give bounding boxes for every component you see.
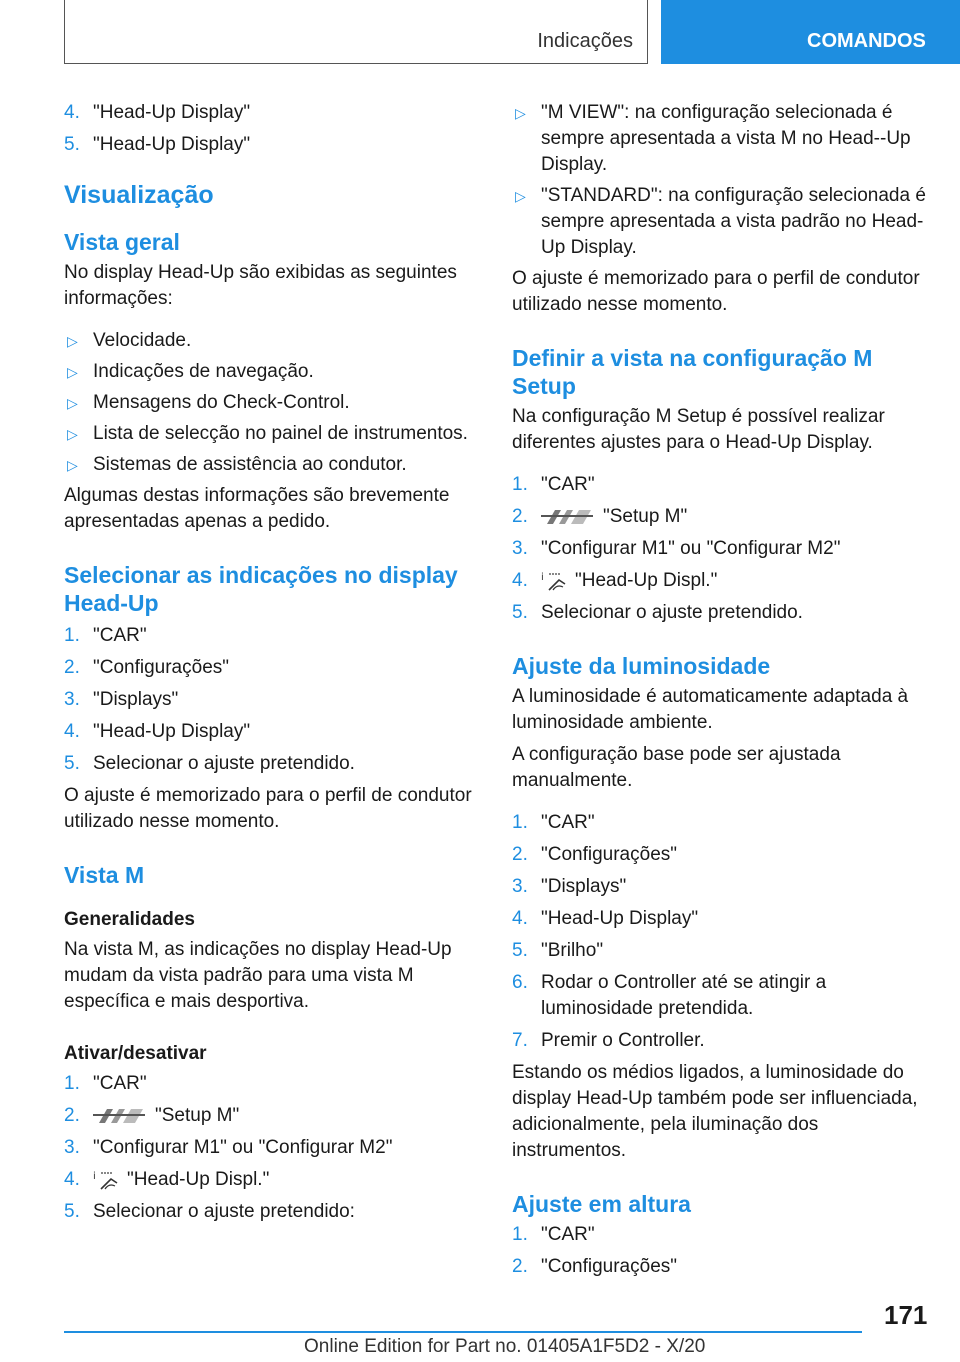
list-item [64,421,482,447]
item-text: "Head-Up Display" [93,102,251,123]
item-number: 4. [512,908,528,929]
paragraph-lum2: A configuração base pode ser ajustada manualmente. [512,744,841,791]
svg-text:i: i [93,1170,96,1182]
triangle-bullet-icon: ▷ [67,333,78,349]
item-text: "Configurações" [541,1256,678,1277]
list-item [64,719,482,745]
item-text: Sistemas de assistência ao condutor. [93,454,407,475]
list-item [512,183,932,261]
item-text: "Configurar M1" ou "Configurar M2" [541,538,841,559]
page-number: 171 [884,1300,928,1330]
item-text: "Setup M" [155,1105,240,1126]
list-item [512,1222,932,1248]
item-text: "Head-Up Display" [541,908,699,929]
triangle-bullet-icon: ▷ [67,364,78,380]
head-up-display-icon [93,1169,119,1191]
item-number: 1. [512,1224,528,1245]
item-text: "Head-Up Display" [93,721,251,742]
list-item [64,452,482,478]
header-section-title: Indicações [537,30,633,52]
paragraph-definir: Na configuração M Setup é possível realizar diferentes ajustes para o Head-Up Display. [512,406,885,453]
list-item [512,1254,932,1280]
list-item [512,1028,932,1054]
item-number: 3. [512,876,528,897]
item-text: Selecionar o ajuste pretendido: [93,1201,355,1222]
item-text: Rodar o Controller até se atingir a luminosidade pretendida. [541,972,827,1019]
item-number: 4. [512,570,528,591]
list-item [64,1199,482,1225]
paragraph-estando: Estando os médios ligados, a luminosidade do display Head-Up também pode ser influenciada, adicionalmente, pela iluminação dos instrumentos. [512,1062,918,1161]
list-item [512,970,932,1022]
item-text: Lista de selecção no painel de instrumentos. [93,423,468,444]
item-text: Mensagens do Check-Control. [93,392,350,413]
list-item [512,810,932,836]
item-number: 2. [64,657,80,678]
list-item [64,1071,482,1097]
list-item [512,536,932,562]
item-number: 2. [512,844,528,865]
item-text: "Head-Up Display" [93,134,251,155]
item-number: 1. [512,474,528,495]
item-number: 1. [64,625,80,646]
svg-text:i: i [541,571,544,583]
triangle-bullet-icon: ▷ [67,426,78,442]
list-item [64,1135,482,1161]
paragraph-lum1: A luminosidade é automaticamente adaptada à luminosidade ambiente. [512,686,909,733]
list-item [64,1167,482,1193]
item-number: 5. [64,134,80,155]
heading-visualizacao: Visualização [64,181,214,209]
triangle-bullet-icon: ▷ [515,105,526,121]
heading-generalidades: Generalidades [64,909,195,930]
header-section-box [64,0,648,64]
item-text: "Configurações" [93,657,230,678]
list-item [64,1103,482,1129]
list-item [64,687,482,713]
list-item [64,623,482,649]
item-number: 2. [512,506,528,527]
list-item [512,568,932,594]
item-number: 3. [512,538,528,559]
item-text: Premir o Controller. [541,1030,705,1051]
item-text: Selecionar o ajuste pretendido. [541,602,803,623]
item-text: "Displays" [93,689,179,710]
item-number: 5. [64,1201,80,1222]
item-text: "Displays" [541,876,627,897]
item-text: "Brilho" [541,940,604,961]
item-text: "Head-Up Displ." [127,1169,270,1190]
list-item [512,504,932,530]
item-number: 1. [512,812,528,833]
item-number: 5. [64,753,80,774]
heading-ativar: Ativar/desativar [64,1043,207,1064]
header-chapter-title: COMANDOS [807,30,926,52]
item-number: 6. [512,972,528,993]
item-number: 3. [64,1137,80,1158]
right-column [512,100,932,1286]
item-text: "Setup M" [603,506,688,527]
list-item [64,751,482,777]
paragraph-generalidades: Na vista M, as indicações no display Head-Up mudam da vista padrão para uma vista M específica e mais desportiva. [64,939,452,1012]
item-text: "Configurar M1" ou "Configurar M2" [93,1137,393,1158]
list-item [64,328,482,354]
heading-vista-m: Vista M [64,862,145,888]
m-stripes-icon [93,1109,145,1123]
item-text: "CAR" [541,1224,595,1245]
item-text: "Head-Up Displ." [575,570,718,591]
item-number: 4. [64,721,80,742]
left-column [64,100,482,1231]
item-text: "Configurações" [541,844,678,865]
paragraph-intro: No display Head-Up são exibidas as seguintes informações: [64,262,457,309]
item-text: Selecionar o ajuste pretendido. [93,753,355,774]
list-item [512,874,932,900]
list-item [64,132,482,158]
item-text: "STANDARD": na configuração selecionada é sempre apresentada a vista padrão no Head-Up Display. [541,185,926,258]
list-item [64,100,482,126]
list-item [512,600,932,626]
item-text: "CAR" [93,1073,147,1094]
paragraph-memorizado-right: O ajuste é memorizado para o perfil de condutor utilizado nesse momento. [512,268,920,315]
item-text: Velocidade. [93,330,192,351]
heading-altura: Ajuste em altura [512,1191,691,1217]
triangle-bullet-icon: ▷ [515,188,526,204]
item-text: Indicações de navegação. [93,361,314,382]
item-number: 5. [512,940,528,961]
item-text: "M VIEW": na configuração selecionada é sempre apresentada a vista M no Head--Up Display. [541,102,911,175]
head-up-display-icon [541,570,567,592]
list-item [64,359,482,385]
item-number: 5. [512,602,528,623]
paragraph-algumas: Algumas destas informações são brevemente apresentadas apenas a pedido. [64,485,450,532]
list-item [512,906,932,932]
list-item [64,655,482,681]
heading-vista-geral: Vista geral [64,229,180,255]
list-item [512,472,932,498]
list-item [512,100,932,178]
item-text: "CAR" [541,812,595,833]
list-item [64,390,482,416]
item-number: 3. [64,689,80,710]
heading-definir: Definir a vista na configuração M Setup [512,345,873,399]
item-number: 4. [64,1169,80,1190]
list-item [512,938,932,964]
triangle-bullet-icon: ▷ [67,395,78,411]
item-number: 2. [64,1105,80,1126]
header-chapter-tab [661,0,960,64]
paragraph-memorizado: O ajuste é memorizado para o perfil de condutor utilizado nesse momento. [64,785,472,832]
triangle-bullet-icon: ▷ [67,457,78,473]
footer-divider [64,1331,862,1333]
footer-edition: Online Edition for Part no. 01405A1F5D2 - X/20 [304,1336,706,1357]
item-number: 2. [512,1256,528,1277]
m-stripes-icon [541,510,593,524]
item-number: 4. [64,102,80,123]
item-number: 7. [512,1030,528,1051]
heading-selecionar: Selecionar as indicações no display Head-Up [64,562,458,616]
item-text: "CAR" [93,625,147,646]
list-item [512,842,932,868]
item-text: "CAR" [541,474,595,495]
heading-luminosidade: Ajuste da luminosidade [512,653,771,679]
item-number: 1. [64,1073,80,1094]
